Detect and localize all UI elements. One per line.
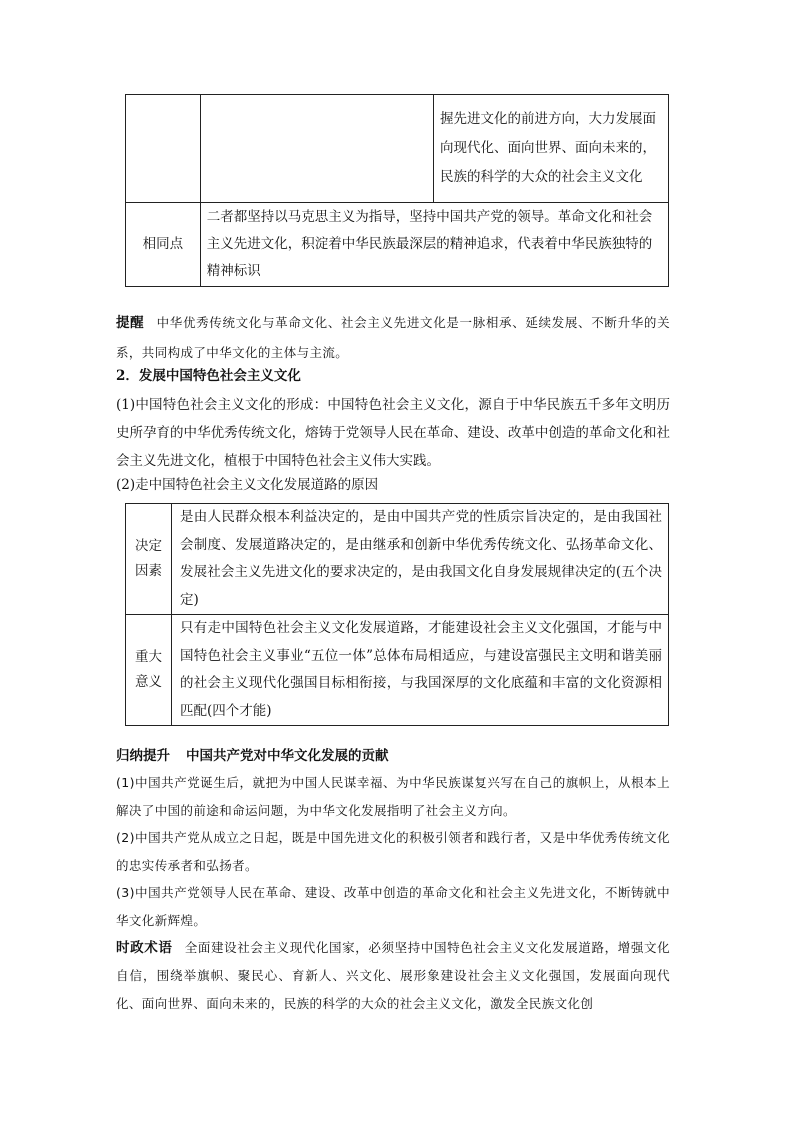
political-terms-text: 全面建设社会主义现代化国家，必须坚持中国特色社会主义文化发展道路，增强文化自信，围绕举旗帜、聚民心、育新人、兴文化、展形象建设社会主义文化强国，发展面向现代化、面向世界、面向未来的，民族的科学的大众的社会主义文化，激发全民族文化创 [116,940,670,1011]
summary-item: (3)中国共产党领导人民在革命、建设、改革中创造的革命文化和社会主义先进文化，不断铸就中华文化新辉煌。 [116,885,670,928]
reminder-paragraph [116,308,670,367]
row-label-significance [126,615,172,726]
section-heading: 2．发展中国特色社会主义文化 [116,368,301,384]
table-cell-text: 握先进文化的前进方向，大力发展面向现代化、面向世界、面向未来的，民族的科学的大众的社会主义文化 [434,95,669,203]
summary-heading [116,746,670,766]
table-cell-text: 只有走中国特色社会主义文化发展道路，才能建设社会主义文化强国，才能与中国特色社会主义事业“五位一体”总体布局相适应，与建设富强民主文明和谐美丽的社会主义现代化强国目标相衔接，与我国深厚的文化底蕴和丰富的文化资源相匹配(四个才能) [172,615,669,726]
row-label-line: 意义 [135,674,162,690]
paragraph-reasons-heading: (2)走中国特色社会主义文化发展道路的原因 [116,477,379,493]
table-row [126,95,669,203]
summary-label: 归纳提升 [116,748,170,764]
summary-item: (2)中国共产党从成立之日起，既是中国先进文化的积极引领者和践行者，又是中华优秀传统文化的忠实传承者和弘扬者。 [116,830,670,873]
reasons-table [125,503,669,726]
comparison-table-continued [125,94,669,287]
table-cell-text: 是由人民群众根本利益决定的，是由中国共产党的性质宗旨决定的，是由我国社会制度、发展道路决定的，是由继承和创新中华优秀传统文化、弘扬革命文化、发展社会主义先进文化的要求决定的，是由我国文化自身发展规律决定的(五个决定) [172,504,669,615]
reminder-label: 提醒 [116,315,145,331]
paragraph-formation: (1)中国特色社会主义文化的形成：中国特色社会主义文化，源自于中华民族五千多年文明历史所孕育的中华优秀传统文化，熔铸于党领导人民在革命、建设、改革中创造的革命文化和社会主义先进文化，植根于中国特色社会主义伟大实践。 [116,397,670,469]
table-cell-empty [126,95,201,203]
row-label-line: 决定 [135,538,162,554]
summary-item: (1)中国共产党诞生后，就把为中国人民谋幸福、为中华民族谋复兴写在自己的旗帜上，从根本上解决了中国的前途和命运问题，为中华文化发展指明了社会主义方向。 [116,775,670,818]
table-row [126,615,669,726]
row-label-line: 因素 [135,563,162,579]
table-cell-empty [200,95,433,203]
row-label-factors [126,504,172,615]
row-label-same: 相同点 [126,203,201,287]
political-terms-paragraph [116,934,670,1018]
reminder-text: 中华优秀传统文化与革命文化、社会主义先进文化是一脉相承、延续发展、不断升华的关系，共同构成了中华文化的主体与主流。 [116,315,670,360]
table-cell-text: 二者都坚持以马克思主义为指导，坚持中国共产党的领导。革命文化和社会主义先进文化，积淀着中华民族最深层的精神追求，代表着中华民族独特的精神标识 [200,203,668,287]
row-label-line: 重大 [135,649,162,665]
table-row [126,504,669,615]
table-row [126,203,669,287]
summary-title: 中国共产党对中华文化发展的贡献 [186,748,389,764]
political-terms-label: 时政术语 [116,940,173,956]
